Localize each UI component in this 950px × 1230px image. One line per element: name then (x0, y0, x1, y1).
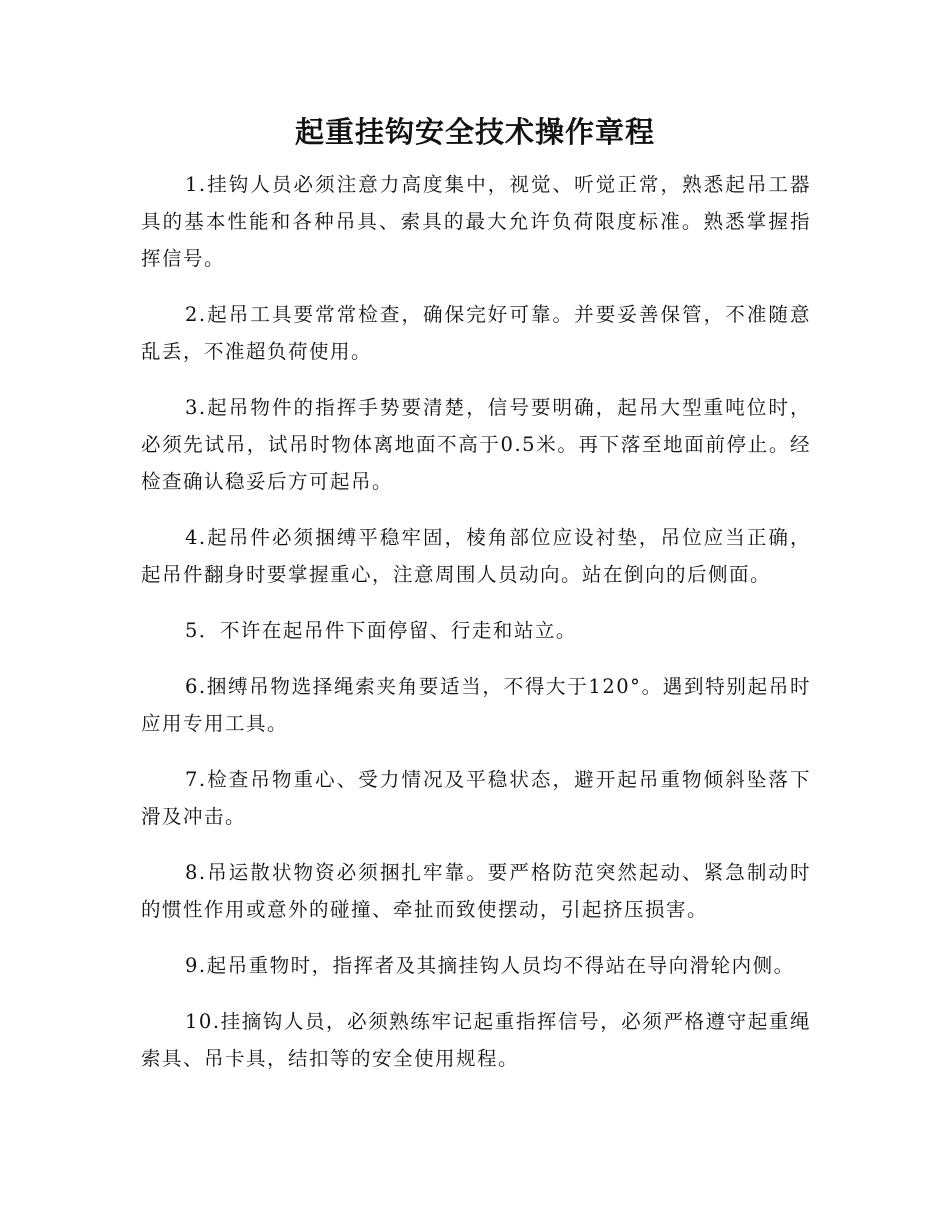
document-body (141, 166, 811, 1096)
paragraph-1: 1.挂钩人员必须注意力高度集中，视觉、听觉正常，熟悉起吊工器具的基本性能和各种吊具、索具的最大允许负荷限度标准。熟悉掌握指挥信号。 (141, 173, 811, 270)
paragraph-6: 6.捆缚吊物选择绳索夹角要适当，不得大于120°。遇到特别起吊时应用专用工具。 (141, 675, 811, 735)
paragraph-4: 4.起吊件必须捆缚平稳牢固，棱角部位应设衬垫，吊位应当正确，起吊件翻身时要掌握重心，注意周围人员动向。站在倒向的后侧面。 (141, 526, 811, 586)
paragraph-5: 5．不许在起吊件下面停留、行走和站立。 (185, 619, 577, 642)
paragraph-10: 10.挂摘钩人员，必须熟练牢记起重指挥信号，必须严格遵守起重绳索具、吊卡具，结扣等的安全使用规程。 (141, 1010, 811, 1070)
paragraph-9: 9.起吊重物时，指挥者及其摘挂钩人员均不得站在导向滑轮内侧。 (185, 954, 795, 977)
paragraph-7: 7.检查吊物重心、受力情况及平稳状态，避开起吊重物倾斜坠落下滑及冲击。 (141, 768, 811, 828)
document-title: 起重挂钩安全技术操作章程 (294, 115, 655, 149)
paragraph-2: 2.起吊工具要常常检查，确保完好可靠。并要妥善保管，不准随意乱丢，不准超负荷使用。 (141, 303, 811, 363)
paragraph-3: 3.起吊物件的指挥手势要清楚，信号要明确，起吊大型重吨位时，必须先试吊，试吊时物体离地面不高于0.5米。再下落至地面前停止。经检查确认稳妥后方可起吊。 (141, 396, 811, 493)
paragraph-8: 8.吊运散状物资必须捆扎牢靠。要严格防范突然起动、紧急制动时的惯性作用或意外的碰撞、牵扯而致使摆动，引起挤压损害。 (141, 861, 811, 921)
